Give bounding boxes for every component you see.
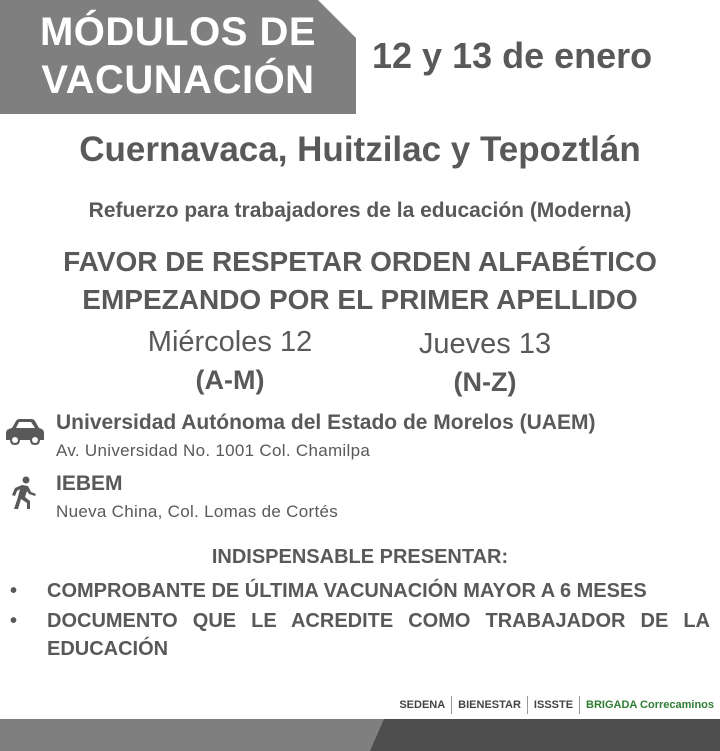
walking-person-icon [8, 476, 38, 515]
event-date: 12 y 13 de enero [372, 35, 653, 76]
requirement-text: COMPROBANTE DE ÚLTIMA VACUNACIÓN MAYOR A 6 MESES [47, 580, 647, 602]
requirements-title: INDISPENSABLE PRESENTAR: [211, 546, 509, 568]
banner-line-2: VACUNACIÓN [41, 58, 315, 102]
day-wednesday [130, 326, 330, 396]
location-iebem [56, 472, 338, 522]
banner-title [0, 8, 356, 104]
notice [0, 243, 720, 319]
banner-line-1: MÓDULOS DE [39, 10, 317, 54]
logo-issste: ISSSTE [533, 699, 574, 711]
location-title: Universidad Autónoma del Estado de Morelos (UAEM) [56, 411, 596, 434]
day-name: Jueves 13 [418, 328, 552, 360]
logo-divider [579, 696, 580, 714]
subtitle: Refuerzo para trabajadores de la educación (Moderna) [88, 199, 632, 222]
location-uaem [56, 411, 595, 461]
logo-divider [527, 696, 528, 714]
list-item [0, 577, 720, 605]
sponsor-logos [399, 693, 714, 717]
location-title: IEBEM [56, 472, 123, 495]
logo-divider [451, 696, 452, 714]
day-range: (N-Z) [453, 367, 517, 397]
requirement-text: DOCUMENTO QUE LE ACREDITE COMO TRABAJADOR DE LA EDUCACIÓN [47, 610, 710, 660]
day-name: Miércoles 12 [147, 326, 313, 358]
location-address: Nueva China, Col. Lomas de Cortés [56, 502, 339, 521]
cities-heading: Cuernavaca, Huitzilac y Tepoztlán [79, 130, 641, 169]
bullet-marker: • [10, 610, 18, 632]
bullet-marker: • [10, 580, 18, 602]
logo-brigada: BRIGADA Correcaminos [586, 699, 714, 711]
logo-sedena: SEDENA [399, 699, 446, 711]
day-range: (A-M) [195, 365, 265, 395]
day-thursday [390, 328, 580, 398]
car-icon [4, 418, 46, 453]
list-item [0, 607, 720, 663]
footer-accent [370, 719, 720, 751]
notice-line-1: FAVOR DE RESPETAR ORDEN ALFABÉTICO [63, 246, 657, 277]
notice-line-2: EMPEZANDO POR EL PRIMER APELLIDO [82, 284, 638, 315]
requirements-list [0, 577, 720, 665]
logo-bienestar: BIENESTAR [458, 699, 521, 711]
location-address: Av. Universidad No. 1001 Col. Chamilpa [56, 441, 371, 460]
